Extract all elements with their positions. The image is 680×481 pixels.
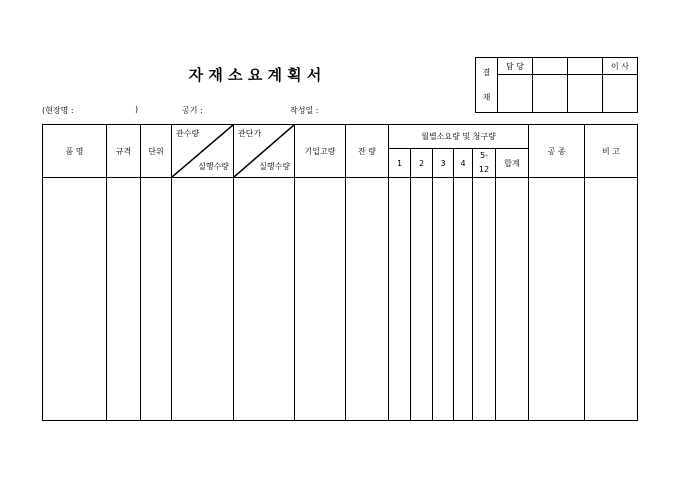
approval-box xyxy=(475,57,638,113)
header-qty-bottom: 실행수량 xyxy=(198,162,229,171)
cell-unit[interactable] xyxy=(141,178,172,421)
approval-sign-3[interactable] xyxy=(568,75,603,113)
approval-side-bottom: 재 xyxy=(482,93,491,102)
header-received: 기입고량 xyxy=(295,125,346,178)
header-qty-top: 관수량 xyxy=(176,129,200,138)
cell-spec[interactable] xyxy=(107,178,141,421)
cell-price[interactable] xyxy=(234,178,295,421)
header-work: 공 종 xyxy=(529,125,585,178)
header-spec: 규격 xyxy=(107,125,141,178)
header-month-total: 합계 xyxy=(496,149,529,178)
approval-sign-1[interactable] xyxy=(498,75,533,113)
site-close: ) xyxy=(135,105,139,114)
header-month-3: 3 xyxy=(433,149,454,178)
approval-head-1: 담 당 xyxy=(498,58,533,75)
cell-month-5-12[interactable] xyxy=(473,178,496,421)
date-label: 작성일 : xyxy=(290,106,319,115)
header-month-5-12: 5- 12 xyxy=(473,149,496,178)
cell-month-total[interactable] xyxy=(496,178,529,421)
header-unit: 단위 xyxy=(141,125,172,178)
cell-remain[interactable] xyxy=(346,178,389,421)
approval-head-4: 이 사 xyxy=(603,58,638,75)
header-monthly: 월별소요량 및 청구량 xyxy=(389,125,529,149)
approval-head-2 xyxy=(533,58,568,75)
header-month-4: 4 xyxy=(454,149,473,178)
cell-work[interactable] xyxy=(529,178,585,421)
approval-side-top: 결 xyxy=(482,68,491,77)
cell-item[interactable] xyxy=(43,178,107,421)
header-note: 비 고 xyxy=(585,125,638,178)
header-price-top: 관단가 xyxy=(238,129,262,138)
cell-note[interactable] xyxy=(585,178,638,421)
period-label: 공기 : xyxy=(182,106,203,115)
materials-table xyxy=(42,124,638,421)
header-month-1: 1 xyxy=(389,149,411,178)
approval-sign-2[interactable] xyxy=(533,75,568,113)
table-row xyxy=(43,178,638,421)
header-remain: 잔 량 xyxy=(346,125,389,178)
header-item: 품 명 xyxy=(43,125,107,178)
site-label: (현장명 : xyxy=(42,106,74,115)
cell-month-2[interactable] xyxy=(411,178,433,421)
cell-month-4[interactable] xyxy=(454,178,473,421)
cell-month-3[interactable] xyxy=(433,178,454,421)
header-price-bottom: 실행수량 xyxy=(259,162,290,171)
header-qty xyxy=(172,125,234,178)
approval-head-3 xyxy=(568,58,603,75)
header-month-2: 2 xyxy=(411,149,433,178)
cell-month-1[interactable] xyxy=(389,178,411,421)
cell-received[interactable] xyxy=(295,178,346,421)
header-price xyxy=(234,125,295,178)
approval-side xyxy=(476,58,498,113)
cell-qty[interactable] xyxy=(172,178,234,421)
approval-sign-4[interactable] xyxy=(603,75,638,113)
document-title: 자 재 소 요 계 획 서 xyxy=(188,66,322,84)
